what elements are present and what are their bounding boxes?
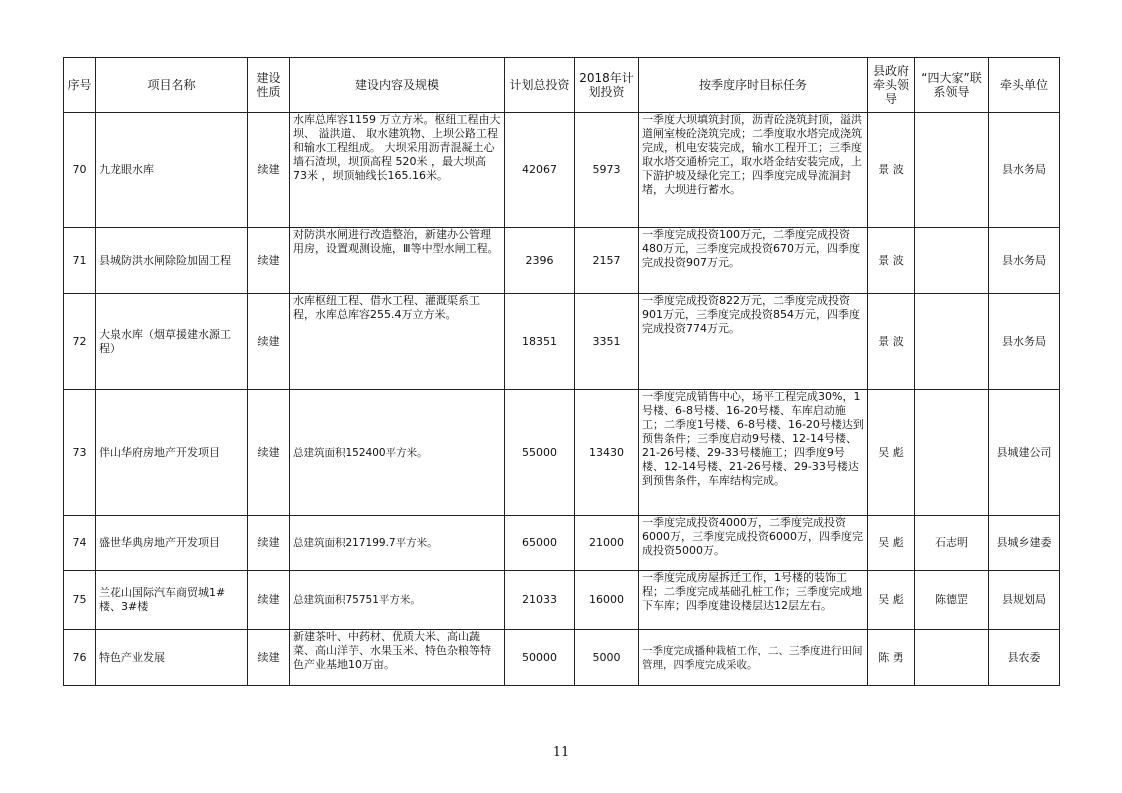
row-seq: 72 (64, 294, 96, 390)
row-four (915, 228, 989, 294)
row-nature: 续建 (248, 228, 290, 294)
row-name: 盛世华典房地产开发项目 (96, 516, 248, 571)
row-name: 兰花山国际汽车商贸城1#楼、3#楼 (96, 571, 248, 630)
row-nature: 续建 (248, 294, 290, 390)
header-total: 计划总投资 (505, 58, 575, 113)
row-name: 大泉水库（烟草援建水源工程） (96, 294, 248, 390)
row-plan2018: 5000 (575, 630, 639, 686)
row-leader: 景 波 (868, 113, 915, 228)
row-four (915, 113, 989, 228)
row-plan2018: 5973 (575, 113, 639, 228)
row-seq: 71 (64, 228, 96, 294)
row-unit: 县城乡建委 (989, 516, 1060, 571)
row-plan2018: 16000 (575, 571, 639, 630)
row-nature: 续建 (248, 113, 290, 228)
row-tasks: 一季度完成投资100万元，二季度完成投资480万元，三季度完成投资670万元，四季度完成投资907万元。 (639, 228, 868, 294)
table-row (64, 113, 1060, 228)
header-nature: 建设性质 (248, 58, 290, 113)
table-row (64, 228, 1060, 294)
row-seq: 73 (64, 390, 96, 516)
header-seq: 序号 (64, 58, 96, 113)
table-row (64, 390, 1060, 516)
row-seq: 75 (64, 571, 96, 630)
row-content: 水库枢纽工程、借水工程、灌溉渠系工程，水库总库容255.4万立方米。 (290, 294, 505, 390)
row-name: 县城防洪水闸除险加固工程 (96, 228, 248, 294)
row-content: 对防洪水闸进行改造整治，新建办公管理用房，设置观测设施，Ⅲ等中型水闸工程。 (290, 228, 505, 294)
row-leader: 吴 彪 (868, 571, 915, 630)
row-total: 55000 (505, 390, 575, 516)
header-name: 项目名称 (96, 58, 248, 113)
row-content: 总建筑面积75751平方米。 (290, 571, 505, 630)
row-seq: 74 (64, 516, 96, 571)
row-tasks: 一季度完成房屋拆迁工作，1号楼的装饰工程；二季度完成基础孔桩工作；三季度完成地下车库；四季度建设楼层达12层左右。 (639, 571, 868, 630)
row-four (915, 294, 989, 390)
row-name: 九龙眼水库 (96, 113, 248, 228)
row-leader: 景 波 (868, 228, 915, 294)
table-row (64, 516, 1060, 571)
row-unit: 县农委 (989, 630, 1060, 686)
header-leader: 县政府牵头领导 (868, 58, 915, 113)
page-number: 11 (552, 745, 570, 760)
row-seq: 70 (64, 113, 96, 228)
row-four (915, 630, 989, 686)
row-unit: 县规划局 (989, 571, 1060, 630)
table-row (64, 294, 1060, 390)
row-nature: 续建 (248, 630, 290, 686)
table-row (64, 630, 1060, 686)
row-total: 65000 (505, 516, 575, 571)
row-content: 新建茶叶、中药材、优质大米、高山蔬菜、高山洋芋、水果玉米、特色杂粮等特色产业基地10万亩。 (290, 630, 505, 686)
row-nature: 续建 (248, 516, 290, 571)
row-content: 水库总库容1159 万立方米。枢纽工程由大坝、 溢洪道、 取水建筑物、上坝公路工程和输水工程组成。 大坝采用沥青混凝土心墙石渣坝，坝顶高程 520米 ，最大坝高 73米 ，坝顶轴线长165.16米。 (290, 113, 505, 228)
row-leader: 陈 勇 (868, 630, 915, 686)
row-plan2018: 2157 (575, 228, 639, 294)
row-content: 总建筑面积217199.7平方米。 (290, 516, 505, 571)
row-name: 伴山华府房地产开发项目 (96, 390, 248, 516)
row-total: 18351 (505, 294, 575, 390)
row-total: 21033 (505, 571, 575, 630)
row-tasks: 一季度完成销售中心，场平工程完成30%，1号楼、6-8号楼、16-20号楼、车库启动施工；二季度1号楼、6-8号楼、16-20号楼达到预售条件；三季度启动9号楼、12-14号楼、21-26号楼、29-33号楼施工；四季度9号楼、12-14号楼、21-26号楼、29-33号楼达到预售条件，车库结构完成。 (639, 390, 868, 516)
table-row (64, 571, 1060, 630)
row-leader: 吴 彪 (868, 390, 915, 516)
header-tasks: 按季度序时目标任务 (639, 58, 868, 113)
row-name: 特色产业发展 (96, 630, 248, 686)
header-plan2018: 2018年计划投资 (575, 58, 639, 113)
row-four: 陈德罡 (915, 571, 989, 630)
row-unit: 县水务局 (989, 294, 1060, 390)
row-unit: 县水务局 (989, 228, 1060, 294)
project-table (63, 57, 1060, 686)
header-content: 建设内容及规模 (290, 58, 505, 113)
row-nature: 续建 (248, 571, 290, 630)
row-plan2018: 21000 (575, 516, 639, 571)
row-nature: 续建 (248, 390, 290, 516)
row-tasks: 一季度完成投资822万元，二季度完成投资901万元，三季度完成投资854万元，四季度完成投资774万元。 (639, 294, 868, 390)
row-plan2018: 3351 (575, 294, 639, 390)
row-tasks: 一季度大坝填筑封顶，沥青砼浇筑封顶，溢洪道闸室梭砼浇筑完成；二季度取水塔完成浇筑完成，机电安装完成，输水工程开工；三季度取水塔交通桥完工，取水塔金结安装完成，上下游护坡及绿化完工；四季度完成导流洞封堵，大坝进行蓄水。 (639, 113, 868, 228)
header-unit: 牵头单位 (989, 58, 1060, 113)
row-unit: 县城建公司 (989, 390, 1060, 516)
row-four (915, 390, 989, 516)
row-leader: 吴 彪 (868, 516, 915, 571)
row-unit: 县水务局 (989, 113, 1060, 228)
row-leader: 景 波 (868, 294, 915, 390)
row-total: 42067 (505, 113, 575, 228)
row-tasks: 一季度完成播种栽植工作，二、三季度进行田间管理，四季度完成采收。 (639, 630, 868, 686)
row-seq: 76 (64, 630, 96, 686)
row-four: 石志明 (915, 516, 989, 571)
row-content: 总建筑面积152400平方米。 (290, 390, 505, 516)
row-tasks: 一季度完成投资4000万，二季度完成投资6000万，三季度完成投资6000万，四季度完成投资5000万。 (639, 516, 868, 571)
header-row (64, 58, 1060, 113)
row-total: 2396 (505, 228, 575, 294)
header-four: “四大家”联系领导 (915, 58, 989, 113)
row-total: 50000 (505, 630, 575, 686)
row-plan2018: 13430 (575, 390, 639, 516)
